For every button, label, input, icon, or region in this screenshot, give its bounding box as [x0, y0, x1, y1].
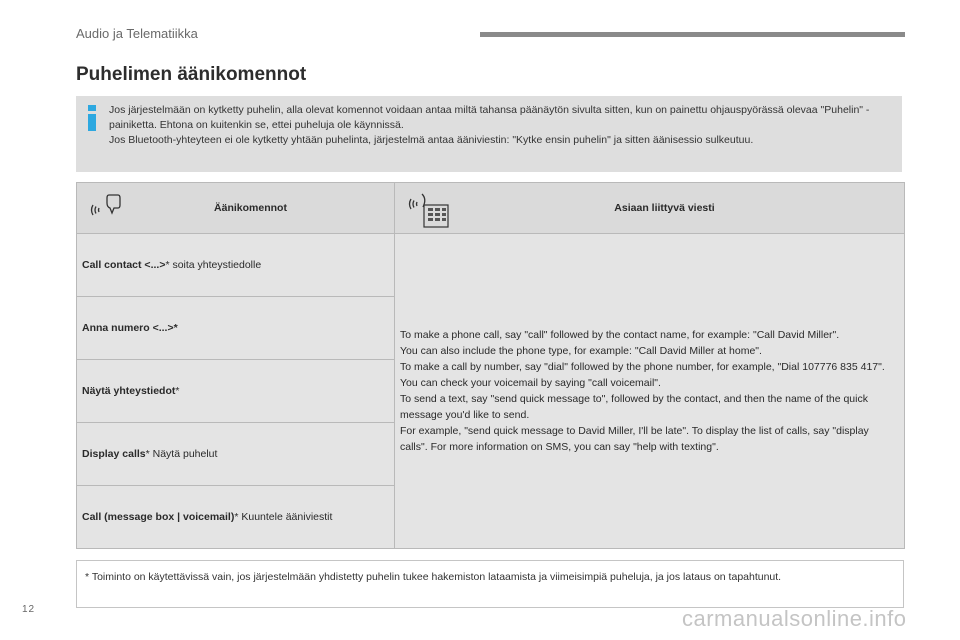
info-text — [109, 103, 889, 148]
command-name: Näytä yhteystiedot — [82, 385, 176, 397]
info-line: Jos Bluetooth-yhteyteen ei ole kytketty yhtään puhelinta, järjestelmä antaa ääniviestin: "Kytke ensin puhelin" ja sitten äänisessio sulkeutuu. — [109, 134, 754, 146]
page-title: Puhelimen äänikomennot — [76, 64, 307, 85]
command-name: Call (message box | voicemail) — [82, 511, 235, 523]
watermark: carmanualsonline.info — [682, 606, 907, 631]
command-cell — [77, 423, 395, 486]
footnote-text: * Toiminto on käytettävissä vain, jos järjestelmään yhdistetty puhelin tukee hakemiston lataamista ja viimeisimpiä puheluja, ja jos lataus on tapahtunut. — [85, 571, 782, 583]
command-cell — [77, 297, 395, 360]
message-line: To make a phone call, say "call" followed by the contact name, for example: "Call David Miller". — [400, 329, 840, 341]
command-cell — [77, 360, 395, 423]
column-header-commands — [77, 183, 395, 234]
command-suffix: * Kuuntele ääniviestit — [234, 511, 333, 523]
command-name: Display calls — [82, 448, 146, 460]
command-suffix: * — [175, 385, 180, 397]
footnote-box — [76, 560, 904, 608]
info-line: Jos järjestelmään on kytketty puhelin, alla olevat komennot voidaan antaa miltä tahansa päänäytön sivulta sitten, kun on painettu ohjauspyörässä olevaa "Puhelin" -painiketta. Ehtona on kuitenkin se, ettei puheluja ole käynnissä. — [109, 104, 870, 131]
info-icon — [85, 105, 99, 131]
message-line: You can also include the phone type, for example: "Call David Miller at home". — [400, 345, 762, 357]
message-line: To send a text, say "send quick message to", followed by the contact, and then the name of the quick message you'd like to send. — [400, 393, 868, 421]
info-box — [76, 96, 902, 172]
command-name: Anna numero <...>* — [82, 322, 178, 334]
voice-command-icon — [89, 191, 123, 225]
section-header: Audio ja Telematiikka — [76, 26, 198, 41]
column-header-label: Äänikomennot — [214, 202, 287, 214]
page-number: 12 — [22, 604, 36, 615]
command-cell — [77, 486, 395, 549]
command-suffix: * Näytä puhelut — [145, 448, 218, 460]
column-header-label: Asiaan liittyvä viesti — [614, 202, 715, 214]
voice-command-table — [76, 182, 905, 549]
command-name: Call contact <...> — [82, 259, 166, 271]
message-cell — [395, 234, 905, 549]
header-divider-bar — [480, 32, 905, 37]
message-line: For example, "send quick message to David Miller, I'll be late". To display the list of calls, say "display calls". For more information on SMS, you can say "help with texting". — [400, 425, 869, 453]
voice-message-icon — [407, 191, 453, 229]
command-suffix: * soita yhteystiedolle — [165, 259, 262, 271]
column-header-message — [395, 183, 905, 234]
command-cell — [77, 234, 395, 297]
message-line: To make a call by number, say "dial" followed by the phone number, for example, "Dial 107776 835 417". You can check your voicemail by saying "call voicemail". — [400, 361, 885, 389]
